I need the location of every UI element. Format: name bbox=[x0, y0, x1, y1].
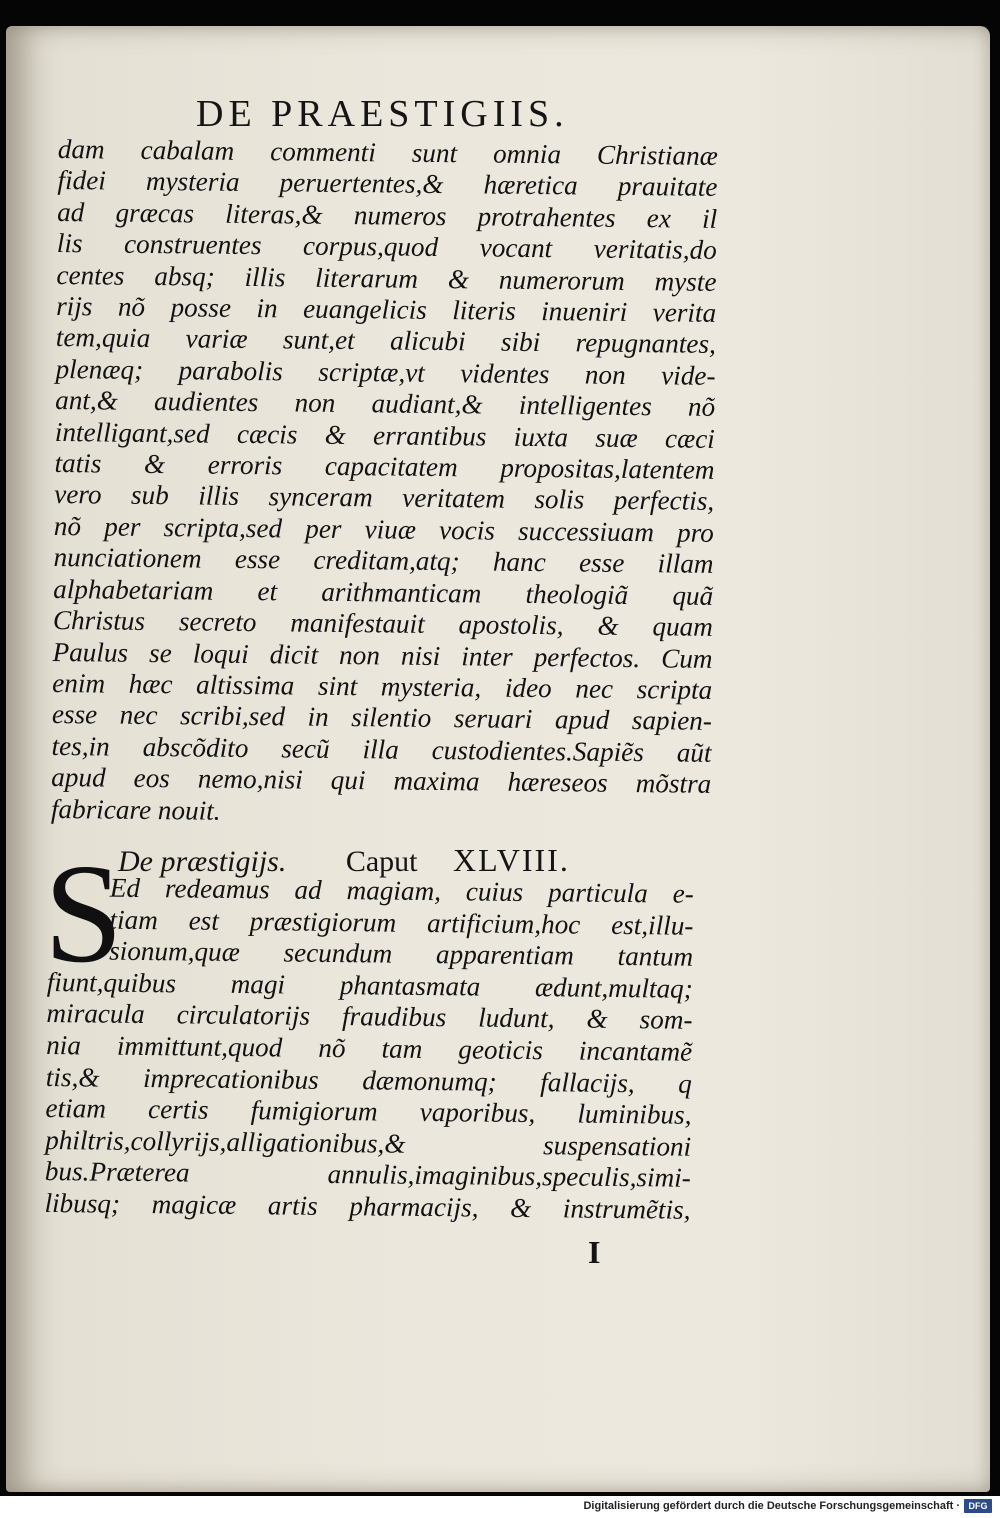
text-line: nia immittunt,quod nõ tam geoticis incantamẽ bbox=[46, 1029, 693, 1067]
text-line: centes absq; illis literarum & numerorum myste bbox=[56, 259, 717, 297]
text-line: tiam est præstigiorum artificium,hoc est,illu- bbox=[109, 904, 694, 941]
dfg-logo-icon: DFG bbox=[964, 1499, 992, 1513]
text-line: sionum,quæ secundum apparentiam tantum bbox=[109, 935, 694, 972]
text-line: apud eos nemo,nisi qui maxima hæreseos mõstra bbox=[51, 762, 712, 800]
text-line: nunciationem esse creditam,atq; hanc esse illam bbox=[53, 542, 714, 580]
text-line: rijs nõ posse in euangelicis literis inueniri verita bbox=[56, 291, 717, 328]
text-line: plenæq; parabolis scriptæ,vt videntes non vide- bbox=[55, 353, 716, 391]
text-line: esse nec scribi,sed in silentio seruari apud sapien- bbox=[51, 699, 713, 737]
text-line: tem,quia variæ sunt,et alicubi sibi repugnantes, bbox=[55, 322, 716, 360]
text-line: nõ per scripta,sed per viuæ vocis successiuam pro bbox=[53, 510, 715, 548]
chapter-title: De præstigijs. bbox=[118, 845, 287, 878]
text-line: bus.Præterea annulis,imaginibus,speculis,simi- bbox=[44, 1156, 691, 1194]
text-line: tis,& imprecationibus dæmonumq; fallacijs, q bbox=[45, 1061, 692, 1099]
text-line: dam cabalam commenti sunt omnia Christianæ bbox=[57, 134, 718, 171]
text-line: fiunt,quibus magi phantasmata ædunt,multaq; bbox=[46, 966, 693, 1004]
footer-bar bbox=[0, 1496, 1000, 1518]
text-line: lis construentes corpus,quod vocant veritatis,do bbox=[56, 228, 717, 266]
text-line: miracula circulatorijs fraudibus ludunt, & som- bbox=[46, 998, 693, 1036]
chapter-text bbox=[44, 872, 694, 1226]
text-line: ad græcas literas,& numeros protrahentes ex il bbox=[57, 196, 718, 234]
text-line: Christus secreto manifestauit apostolis, & quam bbox=[52, 605, 714, 642]
text-line: vero sub illis synceram veritatem solis perfectis, bbox=[54, 479, 715, 517]
text-line: ant,& audientes non audiant,& intelligentes nõ bbox=[55, 385, 716, 423]
running-head: DE PRAESTIGIIS. bbox=[196, 93, 569, 135]
text-line: tatis & erroris capacitatem propositas,latentem bbox=[54, 448, 715, 485]
text-line: fabricare nouit. bbox=[50, 793, 221, 826]
footer-credit: Digitalisierung gefördert durch die Deutsche Forschungsgemeinschaft · bbox=[583, 1500, 960, 1512]
text-line: Paulus se loqui dicit non nisi inter perfectos. Cum bbox=[52, 636, 713, 674]
text-line: philtris,collyrijs,alligationibus,& suspensationi bbox=[45, 1124, 692, 1162]
drop-initial: S bbox=[44, 834, 123, 992]
chapter-caput-label: Caput bbox=[345, 845, 418, 878]
text-line: fidei mysteria peruertentes,& hæretica prauitate bbox=[57, 165, 718, 203]
body-text bbox=[51, 134, 718, 832]
chapter-number: XLVIII. bbox=[453, 842, 570, 878]
signature-mark: I bbox=[588, 1234, 601, 1270]
text-line: enim hæc altissima sint mysteria, ideo nec scripta bbox=[52, 667, 713, 705]
text-line: etiam certis fumigiorum vaporibus, luminibus, bbox=[45, 1093, 692, 1130]
text-line: alphabetariam et arithmanticam theologiã quã bbox=[53, 573, 714, 611]
text-line: Ed redeamus ad magiam, cuius particula e- bbox=[109, 872, 694, 909]
text-line: tes,in abscõdito secũ illa custodientes.Sapiẽs aũt bbox=[51, 730, 712, 768]
text-line: libusq; magicæ artis pharmacijs, & instrumẽtis, bbox=[44, 1187, 691, 1225]
text-line: intelligant,sed cæcis & errantibus iuxta suæ cæci bbox=[54, 416, 716, 454]
